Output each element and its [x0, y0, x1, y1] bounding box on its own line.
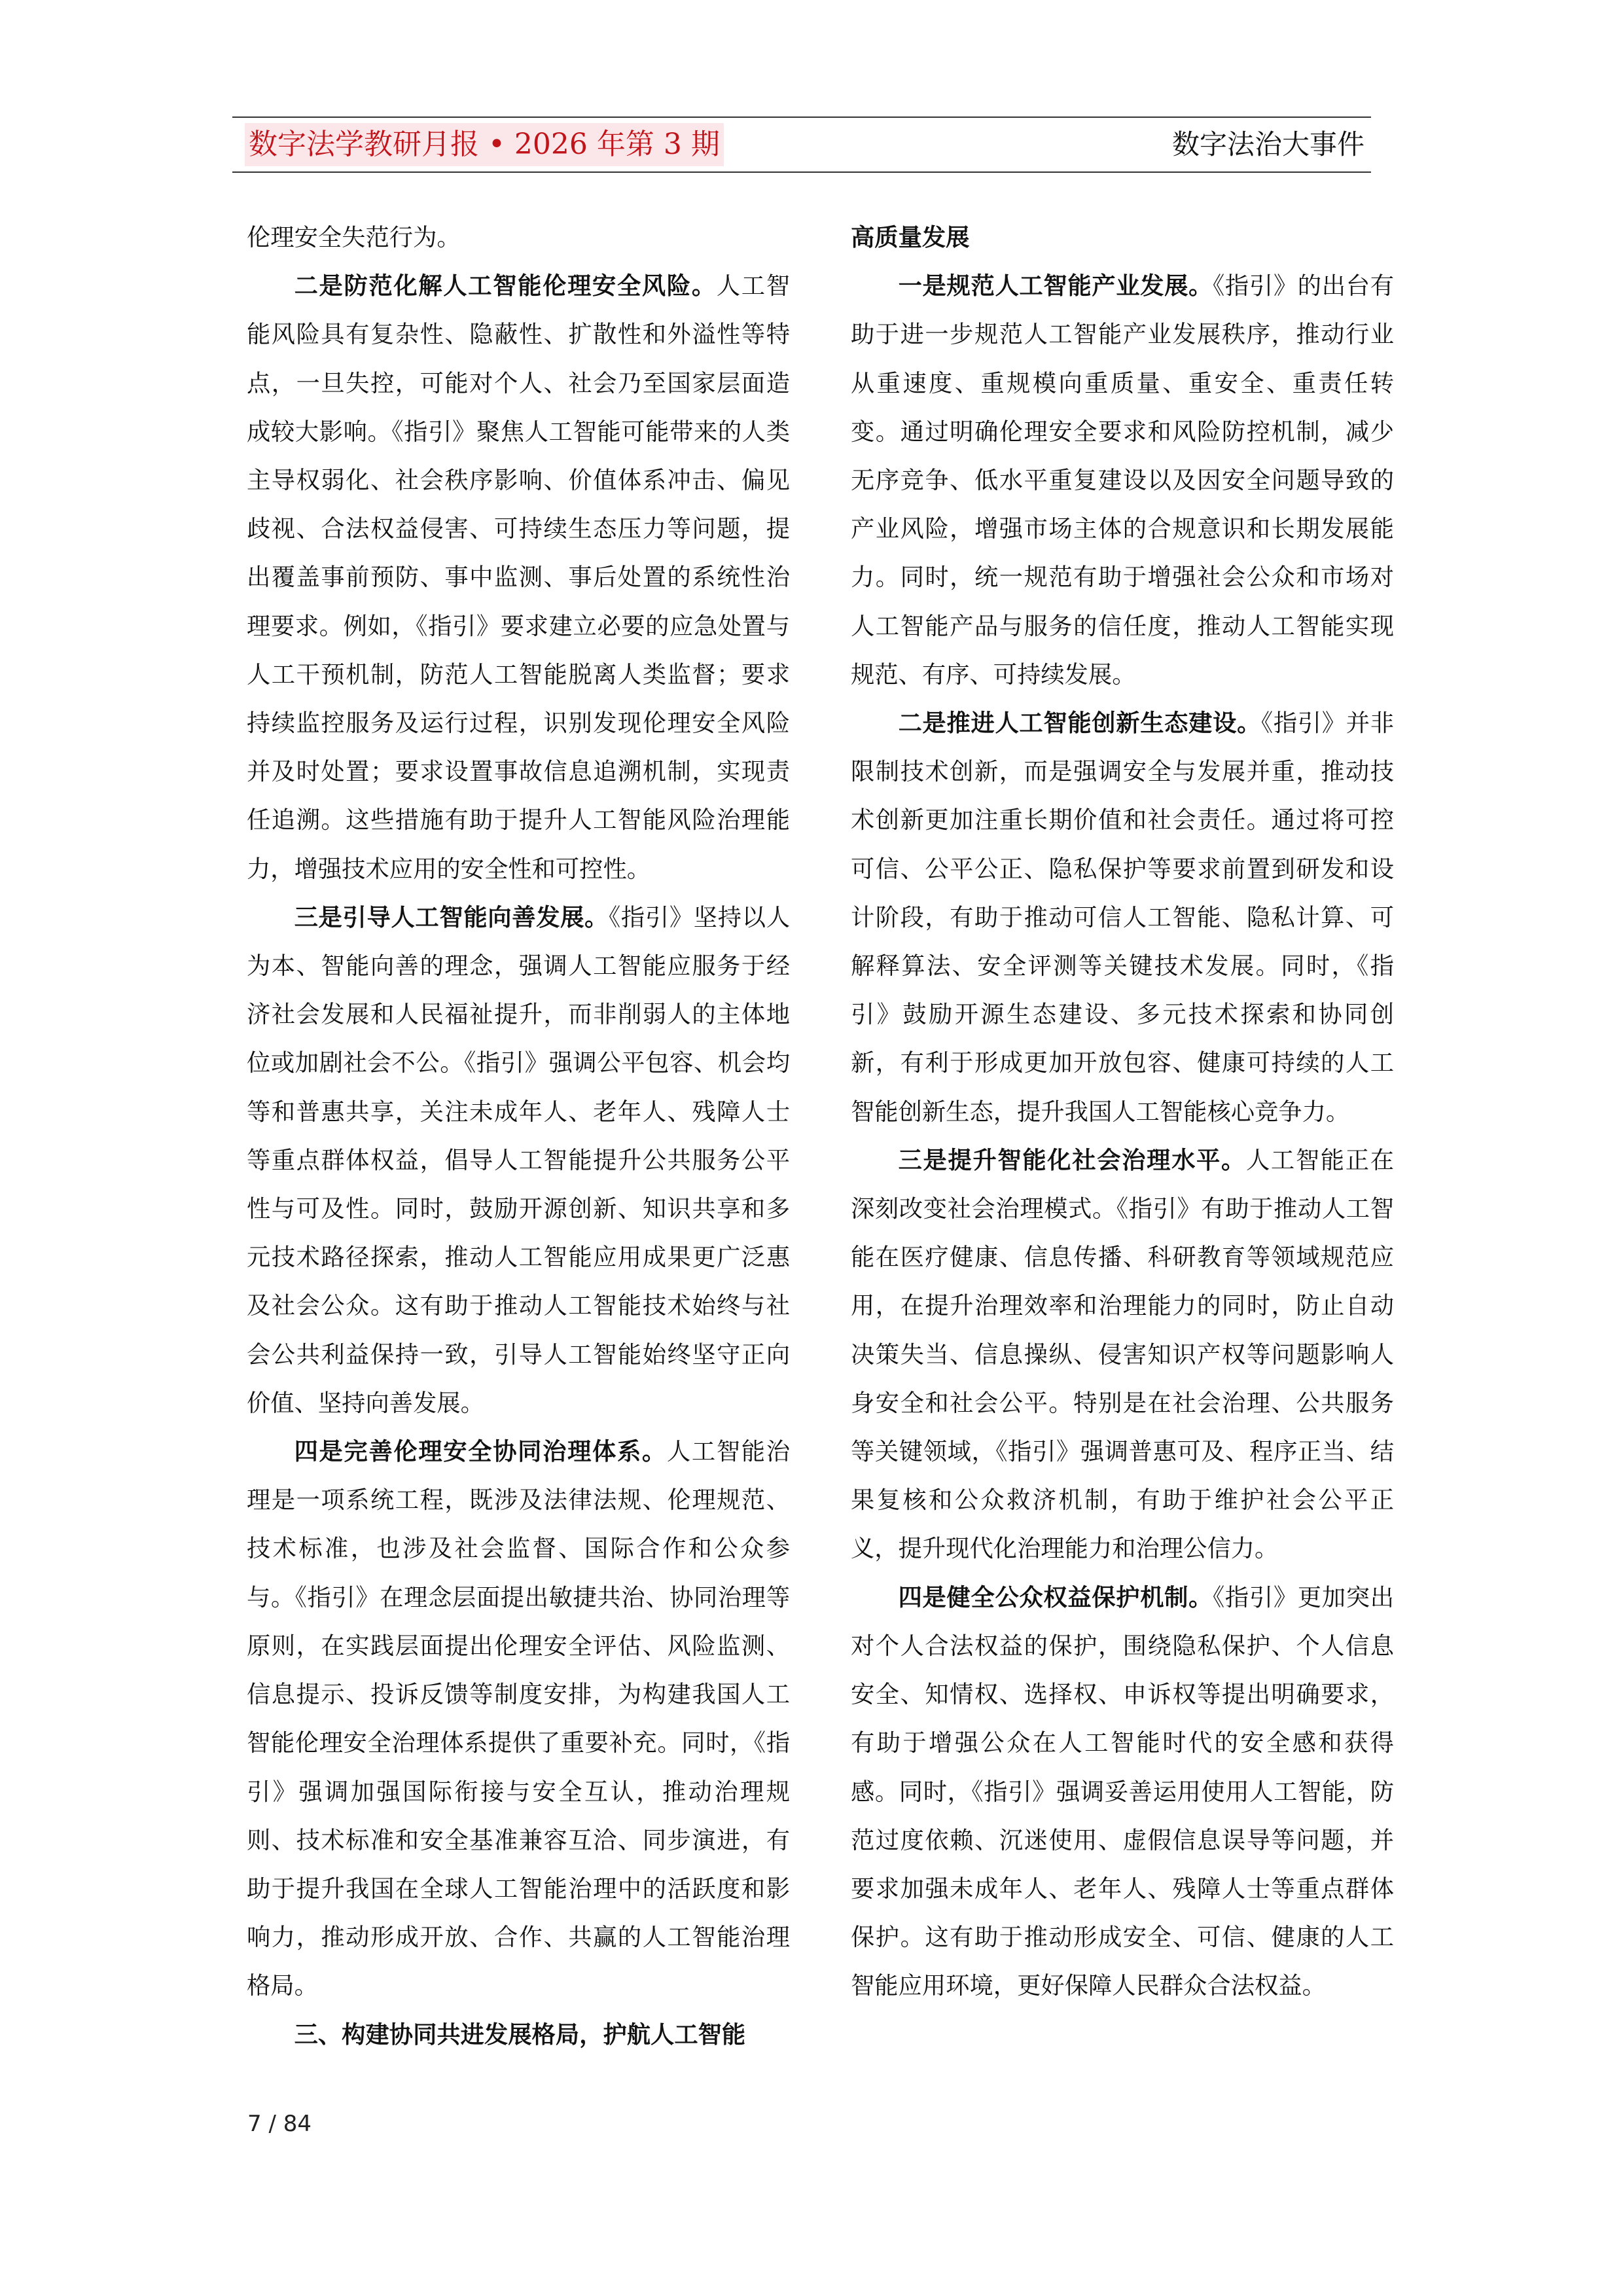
paragraph-lead: 一是规范人工智能产业发展。	[898, 272, 1213, 300]
paragraph-body: 《指引》更加突出对个人合法权益的保护，围绕隐私保护、个人信息安全、知情权、选择权、申诉权等提出明确要求，有助于增强公众在人工智能时代的安全感和获得感。同时，《指引》强调妥善运用使用人工智能，防范过度依赖、沉迷使用、虚假信息误导等问题，并要求加强未成年人、老年人、残障人士等重点群体保护。这有助于推动形成安全、可信、健康的人工智能应用环境，更好保障人民群众合法权益。	[851, 1583, 1394, 2000]
paragraph-lead: 三是引导人工智能向善发展。	[294, 903, 609, 931]
section-heading-continued: 高质量发展	[851, 223, 970, 251]
paragraph-lead: 四是完善伦理安全协同治理体系。	[294, 1437, 667, 1466]
paragraph	[851, 1136, 1394, 1573]
header-bottom-rule	[232, 171, 1371, 173]
right-column	[851, 213, 1394, 2011]
continued-text: 伦理安全失范行为。	[247, 223, 461, 251]
paragraph-body: 人工智能正在深刻改变社会治理模式。《指引》有助于推动人工智能在医疗健康、信息传播、科研教育等领域规范应用，在提升治理效率和治理能力的同时，防止自动决策失当、信息操纵、侵害知识产权等问题影响人身安全和社会公平。特别是在社会治理、公共服务等关键领域，《指引》强调普惠可及、程序正当、结果复核和公众救济机制，有助于维护社会公平正义，提升现代化治理能力和治理公信力。	[851, 1145, 1394, 1563]
page-number: 7 / 84	[247, 2111, 312, 2137]
paragraph-body: 《指引》坚持以人为本、智能向善的理念，强调人工智能应服务于经济社会发展和人民福祉提升，而非削弱人的主体地位或加剧社会不公。《指引》强调公平包容、机会均等和普惠共享，关注未成年人、老年人、残障人士等重点群体权益，倡导人工智能提升公共服务公平性与可及性。同时，鼓励开源创新、知识共享和多元技术路径探索，推动人工智能应用成果更广泛惠及社会公众。这有助于推动人工智能技术始终与社会公共利益保持一致，引导人工智能始终坚守正向价值、坚持向善发展。	[247, 903, 790, 1417]
journal-title: 数字法学教研月报 • 2026 年第 3 期	[245, 123, 724, 166]
paragraph	[851, 699, 1394, 1136]
paragraph	[851, 1573, 1394, 2011]
paragraph-body: 《指引》的出台有助于进一步规范人工智能产业发展秩序，推动行业从重速度、重规模向重质量、重安全、重责任转变。通过明确伦理安全要求和风险防控机制，减少无序竞争、低水平重复建设以及因安全问题导致的产业风险，增强市场主体的合规意识和长期发展能力。同时，统一规范有助于增强社会公众和市场对人工智能产品与服务的信任度，推动人工智能实现规范、有序、可持续发展。	[851, 272, 1394, 689]
paragraph-lead: 四是健全公众权益保护机制。	[898, 1583, 1213, 1611]
paragraph-body: 《指引》并非限制技术创新，而是强调安全与发展并重，推动技术创新更加注重长期价值和社会责任。通过将可控可信、公平公正、隐私保护等要求前置到研发和设计阶段，有助于推动可信人工智能、隐私计算、可解释算法、安全评测等关键技术发展。同时，《指引》鼓励开源生态建设、多元技术探索和协同创新，有利于形成更加开放包容、健康可持续的人工智能创新生态，提升我国人工智能核心竞争力。	[851, 709, 1394, 1126]
paragraph	[851, 262, 1394, 699]
header-top-rule	[232, 117, 1371, 118]
section-title: 数字法治大事件	[1171, 128, 1364, 160]
paragraph	[247, 1427, 790, 2010]
paragraph-lead: 二是推进人工智能创新生态建设。	[898, 709, 1262, 738]
paragraph	[247, 893, 790, 1427]
section-heading: 三、构建协同共进发展格局，护航人工智能	[294, 2020, 746, 2049]
paragraph-lead: 三是提升智能化社会治理水平。	[898, 1145, 1246, 1174]
paragraph-lead: 二是防范化解人工智能伦理安全风险。	[294, 272, 717, 300]
paragraph-body: 人工智能治理是一项系统工程，既涉及法律法规、伦理规范、技术标准，也涉及社会监督、国际合作和公众参与。《指引》在理念层面提出敏捷共治、协同治理等原则，在实践层面提出伦理安全评估、风险监测、信息提示、投诉反馈等制度安排，为构建我国人工智能伦理安全治理体系提供了重要补充。同时，《指引》强调加强国际衔接与安全互认，推动治理规则、技术标准和安全基准兼容互洽、同步演进，有助于提升我国在全球人工智能治理中的活跃度和影响力，推动形成开放、合作、共赢的人工智能治理格局。	[247, 1437, 790, 2000]
left-column	[247, 213, 790, 2059]
paragraph-body: 人工智能风险具有复杂性、隐蔽性、扩散性和外溢性等特点，一旦失控，可能对个人、社会乃至国家层面造成较大影响。《指引》聚焦人工智能可能带来的人类主导权弱化、社会秩序影响、价值体系冲击、偏见歧视、合法权益侵害、可持续生态压力等问题，提出覆盖事前预防、事中监测、事后处置的系统性治理要求。例如，《指引》要求建立必要的应急处置与人工干预机制，防范人工智能脱离人类监督；要求持续监控服务及运行过程，识别发现伦理安全风险并及时处置；要求设置事故信息追溯机制，实现责任追溯。这些措施有助于提升人工智能风险治理能力，增强技术应用的安全性和可控性。	[247, 272, 790, 883]
paragraph	[247, 262, 790, 893]
